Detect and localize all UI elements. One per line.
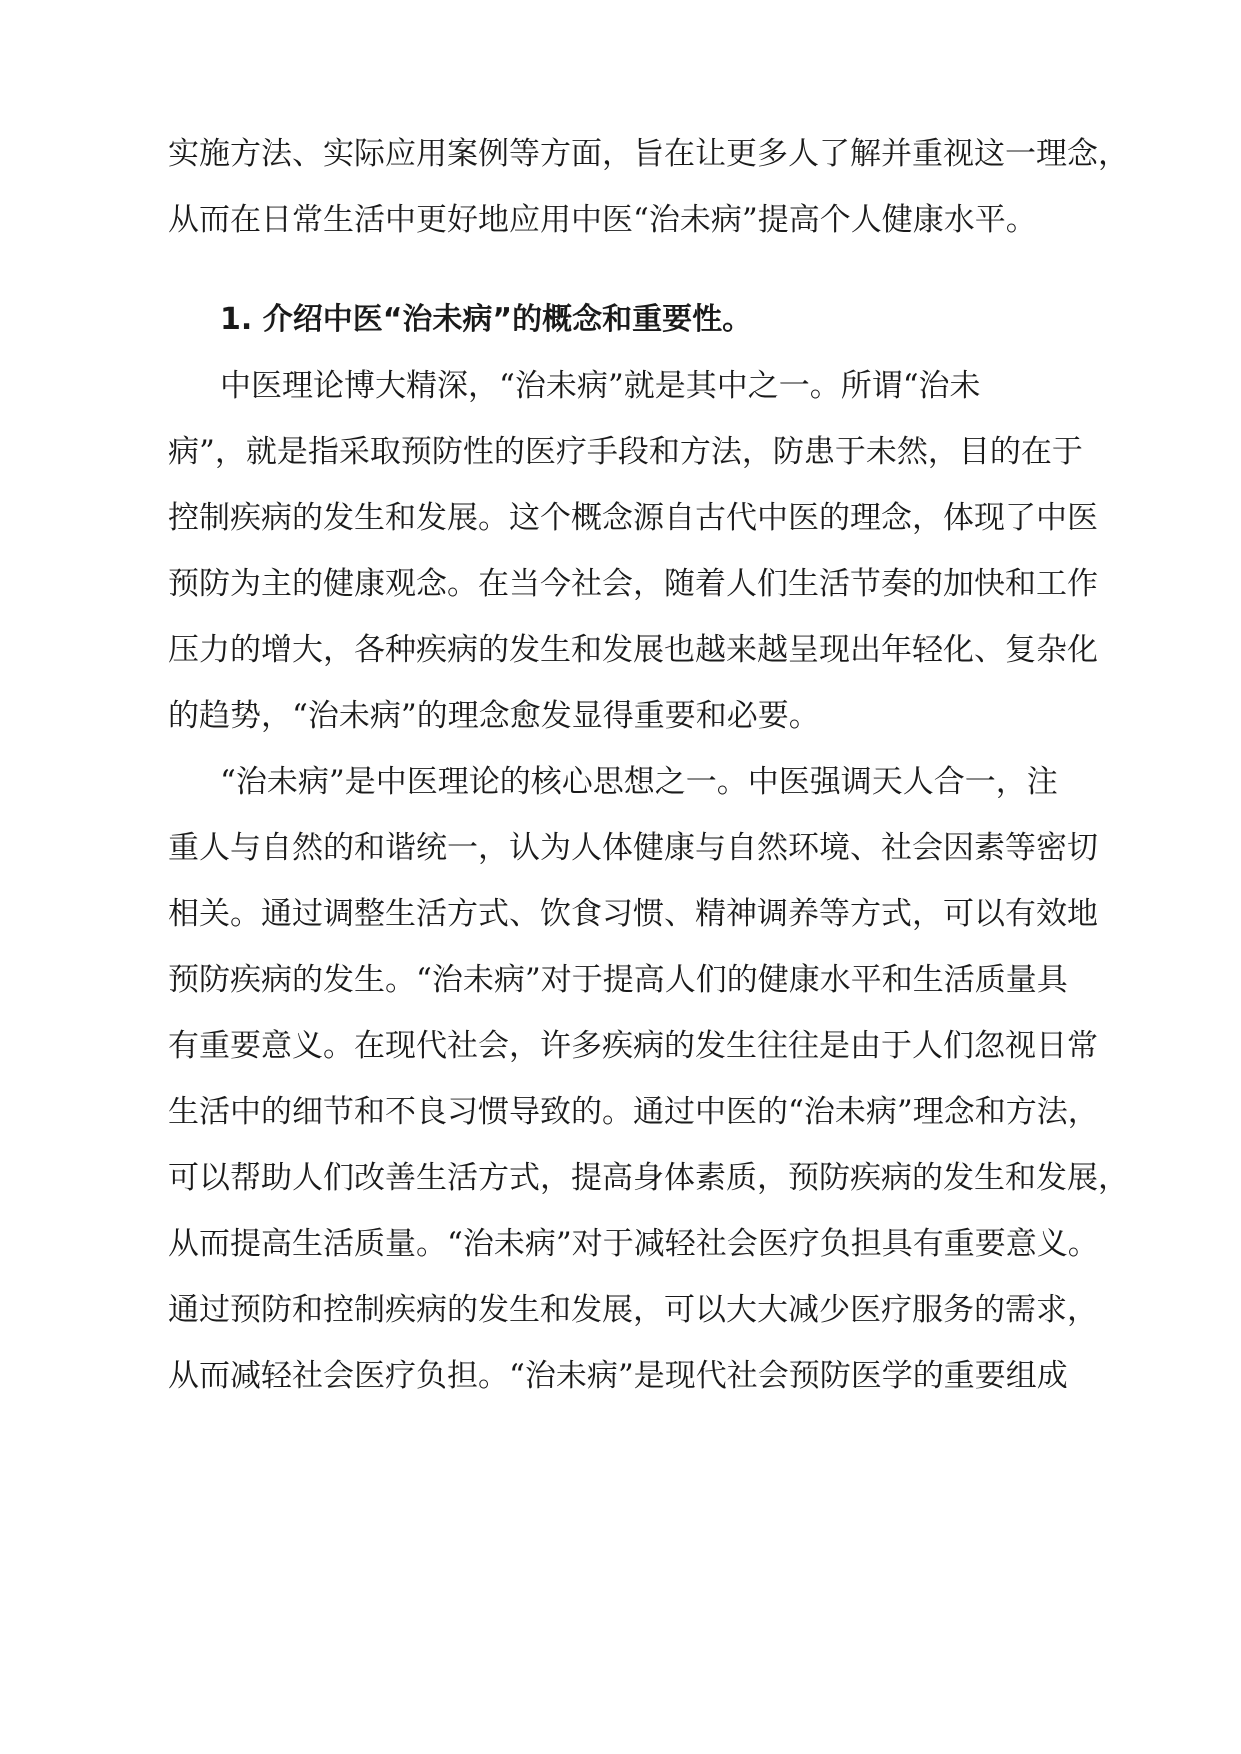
paragraph-line: 预防为主的健康观念。在当今社会，随着人们生活节奏的加快和工作 bbox=[168, 566, 1098, 602]
paragraph-line: 通过预防和控制疾病的发生和发展，可以大大减少医疗服务的需求， bbox=[168, 1292, 1098, 1328]
paragraph-line: 从而减轻社会医疗负担。“治未病”是现代社会预防医学的重要组成 bbox=[168, 1358, 1068, 1394]
intro-line: 从而在日常生活中更好地应用中医“治未病”提高个人健康水平。 bbox=[168, 202, 1037, 238]
paragraph-line: “治未病”是中医理论的核心思想之一。中医强调天人合一，注 bbox=[220, 764, 1058, 800]
section-heading: 1. 介绍中医“治未病”的概念和重要性。 bbox=[220, 302, 753, 337]
paragraph-line: 控制疾病的发生和发展。这个概念源自古代中医的理念，体现了中医 bbox=[168, 500, 1098, 536]
intro-line: 实施方法、实际应用案例等方面，旨在让更多人了解并重视这一理念， bbox=[168, 136, 1129, 172]
paragraph-line: 从而提高生活质量。“治未病”对于减轻社会医疗负担具有重要意义。 bbox=[168, 1226, 1099, 1262]
paragraph-line: 压力的增大，各种疾病的发生和发展也越来越呈现出年轻化、复杂化 bbox=[168, 632, 1098, 668]
paragraph-line: 可以帮助人们改善生活方式，提高身体素质，预防疾病的发生和发展， bbox=[168, 1160, 1129, 1196]
paragraph-line: 生活中的细节和不良习惯导致的。通过中医的“治未病”理念和方法， bbox=[168, 1094, 1099, 1130]
paragraph-line: 相关。通过调整生活方式、饮食习惯、精神调养等方式，可以有效地 bbox=[168, 896, 1098, 932]
paragraph-line: 重人与自然的和谐统一，认为人体健康与自然环境、社会因素等密切 bbox=[168, 830, 1098, 866]
paragraph-line: 中医理论博大精深，“治未病”就是其中之一。所谓“治未 bbox=[220, 368, 981, 404]
paragraph-line: 的趋势，“治未病”的理念愈发显得重要和必要。 bbox=[168, 698, 820, 734]
paragraph-line: 有重要意义。在现代社会，许多疾病的发生往往是由于人们忽视日常 bbox=[168, 1028, 1098, 1064]
paragraph-line: 预防疾病的发生。“治未病”对于提高人们的健康水平和生活质量具 bbox=[168, 962, 1068, 998]
paragraph-line: 病”，就是指采取预防性的医疗手段和方法，防患于未然，目的在于 bbox=[168, 434, 1083, 470]
